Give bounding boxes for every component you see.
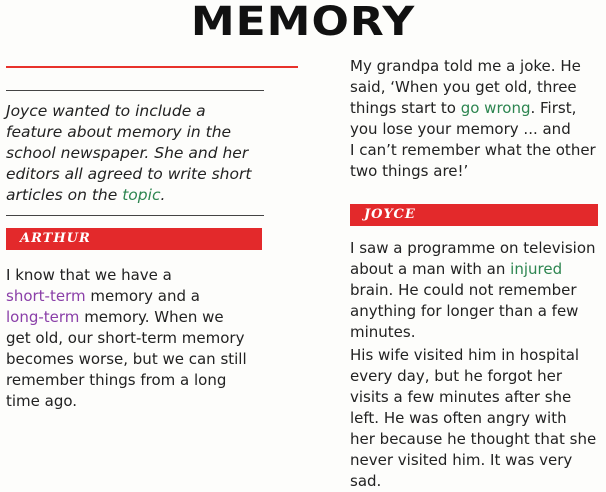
joyce-paragraph-1 (350, 238, 604, 343)
intro-end: . (160, 186, 166, 204)
arthur-heading: ARTHUR (6, 228, 262, 250)
joyce-text-1: I saw a programme on television about a man with an (350, 239, 596, 278)
intro-paragraph (6, 101, 268, 206)
grandpa-text-1: My grandpa told me a joke. He said, ‘When you get old, three things start to (350, 57, 581, 117)
intro-top-rule (6, 90, 264, 91)
intro-bottom-rule (6, 215, 264, 216)
vocab-go-wrong: go wrong (460, 99, 531, 117)
vocab-short-term: short-term (6, 287, 86, 305)
vocab-injured: injured (510, 260, 563, 278)
top-red-rule (6, 66, 298, 68)
arthur-text-3: memory. When we get old, our short-term memory becomes worse, but we can still remember things from a long time ago. (6, 308, 247, 410)
grandpa-paragraph (350, 56, 604, 182)
joyce-text-2: brain. He could not remember anything for longer than a few minutes. (350, 281, 579, 341)
joyce-paragraph-2: His wife visited him in hospital every day, but he forgot her visits a few minutes after she left. He was often angry with her because he thought that she never visited him. It was very sad. (350, 346, 597, 490)
grandpa-text-2: . First, you lose your memory ... and I can’t remember what the other two things are!’ (350, 99, 596, 180)
arthur-text-2: memory and a (90, 287, 200, 305)
joyce-heading: JOYCE (350, 204, 598, 226)
arthur-text-1: I know that we have a (6, 266, 172, 284)
arthur-paragraph (6, 265, 296, 412)
intro-text: Joyce wanted to include a feature about memory in the school newspaper. She and her editors all agreed to write short articles on the (6, 102, 252, 204)
vocab-topic: topic (122, 186, 161, 204)
page-title: MEMORY (190, 0, 416, 45)
vocab-long-term: long-term (6, 308, 80, 326)
